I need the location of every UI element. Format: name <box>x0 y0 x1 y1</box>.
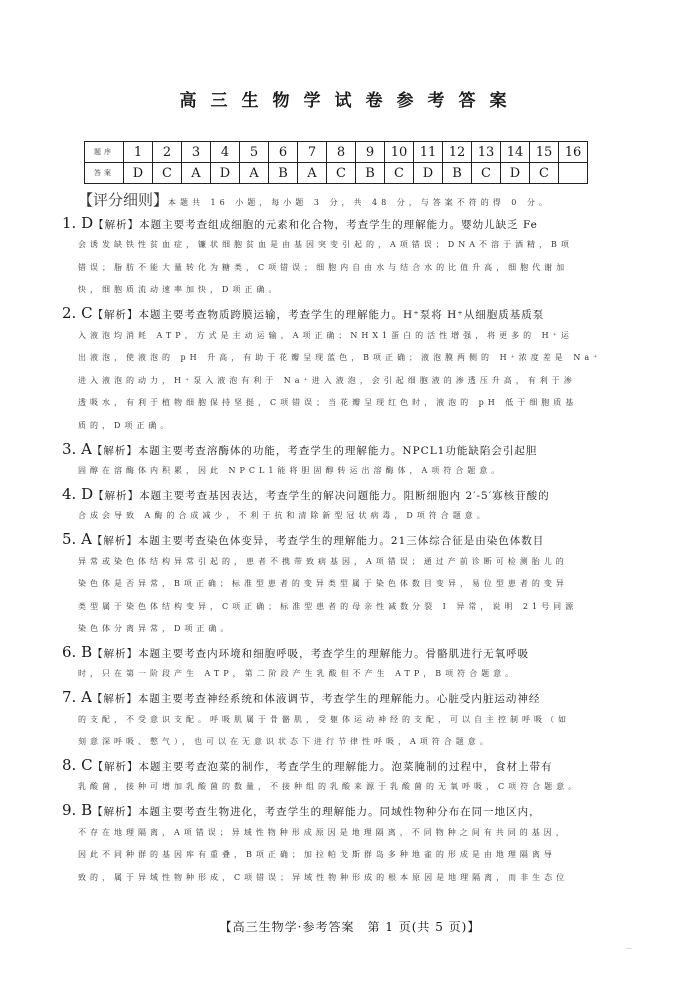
question-number-cell: 5 <box>240 142 269 163</box>
text-line <box>62 189 618 212</box>
answer-cell: A <box>240 163 269 184</box>
question-number-cell: 9 <box>356 142 385 163</box>
question-number-cell: 1 <box>124 142 153 163</box>
text-line <box>62 754 618 777</box>
question-number-cell: 2 <box>153 142 182 163</box>
line-body: 【解析】本题主要考查内环境和细胞呼吸，考查学生的理解能力。骨骼肌进行无氧呼吸 <box>92 647 530 660</box>
corner-mark: … <box>626 944 632 951</box>
line-body: 类型属于染色体结构变异，C项正确；标准型患者的母亲性减数分裂 Ⅰ 异常，说明 21号同源 <box>78 601 578 611</box>
line-body: 【解析】本题主要考查组成细胞的元素和化合物，考查学生的理解能力。婴幼儿缺乏 Fe <box>93 218 538 231</box>
question-label: 7. A <box>62 688 92 707</box>
answer-cell: B <box>443 163 472 184</box>
question-number-cell: 13 <box>472 142 501 163</box>
text-line <box>62 686 618 709</box>
line-body: 出液泡，使液泡的 pH 升高，有助于花瓣呈现蓝色，B项正确；液泡膜两侧的 H⁺浓度差是 Na⁺ <box>78 353 602 363</box>
question-number-cell: 12 <box>443 142 472 163</box>
answer-cell: C <box>327 163 356 184</box>
line-body: 会诱发缺铁性贫血症，镰状细胞贫血是由基因突变引起的，A项错误；DNA不溶于酒精，B项 <box>78 240 573 250</box>
answer-cell: C <box>530 163 559 184</box>
text-line <box>62 325 618 348</box>
question-number-cell: 7 <box>298 142 327 163</box>
answer-cell: C <box>385 163 414 184</box>
question-label: 9. B <box>62 801 93 820</box>
answer-cell: D <box>124 163 153 184</box>
line-body: 刻意深呼吸、憋气），也可以在无意识状态下进行节律性呼吸，A项符合题意。 <box>78 737 492 747</box>
answer-cell: D <box>414 163 443 184</box>
answer-cell: D <box>211 163 240 184</box>
question-number-cell: 11 <box>414 142 443 163</box>
line-body: 的支配，不受意识支配。呼吸肌属于骨骼肌，受躯体运动神经的支配，可以自主控制呼吸（如 <box>78 714 570 724</box>
text-line <box>62 663 618 686</box>
text-line <box>62 731 618 754</box>
answer-cell <box>559 163 588 184</box>
line-body: 入液泡均消耗 ATP，方式是主动运输，A项正确；NHX1蛋白的活性增强，将更多的 H⁺运 <box>78 330 573 340</box>
text-line <box>62 257 618 280</box>
line-body: 进入液泡的动力，H⁺泵入液泡有利于 Na⁺进入液泡，会引起细胞液的渗透压升高，有利于渗 <box>78 375 576 385</box>
text-line <box>62 844 618 867</box>
line-body: 因此不同种群的基因库有重叠，B项正确；加拉帕戈斯群岛多种地雀的形成是由地理隔离导 <box>78 850 556 860</box>
question-label: 6. B <box>62 642 93 661</box>
answer-cell: A <box>298 163 327 184</box>
question-label: 5. A <box>62 529 92 548</box>
question-number-cell: 3 <box>182 142 211 163</box>
question-number-cell: 10 <box>385 142 414 163</box>
answer-cell: B <box>269 163 298 184</box>
text-line <box>62 618 618 641</box>
text-line <box>62 799 618 822</box>
text-line <box>62 551 618 574</box>
answer-key-question-row <box>85 142 588 163</box>
row-label-answer: 答案 <box>85 163 124 184</box>
question-number-cell: 14 <box>501 142 530 163</box>
text-line <box>62 573 618 596</box>
text-line <box>62 415 618 438</box>
question-label: 1. D <box>62 213 94 232</box>
text-line <box>62 528 618 551</box>
answer-cell: B <box>356 163 385 184</box>
line-body: 透吸水，有利于植物细胞保持坚挺，C项错误；当花瓣呈现红色时，液泡的 pH 低于细胞质基 <box>78 398 578 408</box>
answer-key-answer-row <box>85 163 588 184</box>
answer-cell: C <box>153 163 182 184</box>
text-line <box>62 212 618 235</box>
text-line <box>62 867 618 890</box>
text-line <box>62 392 618 415</box>
text-line <box>62 709 618 732</box>
line-body: 本题共 16 小题，每小题 3 分，共 48 分，与答案不符的得 0 分。 <box>168 198 551 207</box>
question-label: 8. C <box>62 755 93 774</box>
line-body: 乳酸菌，接种可增加乳酸菌的数量，不接种组的乳酸来源于乳酸菌的无氧呼吸，C项符合题意。 <box>78 782 581 792</box>
text-line <box>62 234 618 257</box>
line-body: 错误；脂肪不能大量转化为糖类，C项错误；细胞内自由水与结合水的比值升高，细胞代谢加 <box>78 262 569 272</box>
text-line <box>62 302 618 325</box>
question-label: 2. C <box>62 303 93 322</box>
line-body: 【解析】本题主要考查染色体变异，考查学生的理解能力。21三体综合征是由染色体数目 <box>91 534 545 547</box>
line-body: 染色体是否异常，B项正确；标准型患者的变异类型属于染色体数目变异，易位型患者的变异 <box>78 579 568 589</box>
line-body: 快，细胞质流动速率加快，D项正确。 <box>78 285 281 295</box>
line-body: 合成会导致 A酶的合成减少，不利于抗和清除新型冠状病毒，D项符合题意。 <box>78 511 489 521</box>
text-line <box>62 438 618 461</box>
line-body: 异常或染色体结构异常引起的，患者不携带致病基因，A项错误；通过产前诊断可检测胎儿的 <box>78 556 568 566</box>
text-line <box>62 505 618 528</box>
page-title: 高三生物学试卷参考答案 <box>179 91 521 111</box>
solution-text <box>62 189 618 889</box>
line-body: 不存在地理隔离，A项错误；异域性物种形成原因是地理隔离，不同物种之间有共同的基因， <box>78 827 568 837</box>
text-line <box>62 822 618 845</box>
text-line <box>62 370 618 393</box>
line-body: 【解析】本题主要考查神经系统和体液调节，考查学生的理解能力。心脏受内脏运动神经 <box>91 693 541 706</box>
text-line <box>62 279 618 302</box>
text-line <box>62 641 618 664</box>
text-line <box>62 596 618 619</box>
line-body: 致的，属于异域性物种形成，C项错误；异域性物种形成的根本原因是地理隔离，而非生态位 <box>78 872 569 882</box>
line-body: 质的，D项正确。 <box>78 420 173 430</box>
question-label: 3. A <box>62 439 92 458</box>
line-body: 【解析】本题主要考查生物进化，考查学生的理解能力。同域性物种分布在同一地区内， <box>92 806 541 819</box>
page-footer: 【高三生物学·参考答案 第 1 页(共 5 页)】 <box>219 920 481 934</box>
line-body: 【解析】本题主要考查基因表达，考查学生的解决问题能力。阻断细胞内 2′-5′寡核苷酸的 <box>93 489 550 502</box>
text-line <box>62 347 618 370</box>
question-number-cell: 16 <box>559 142 588 163</box>
line-body: 【解析】本题主要考查物质跨膜运输，考查学生的理解能力。H⁺泵将 H⁺从细胞质基质泵 <box>92 308 545 321</box>
question-number-cell: 4 <box>211 142 240 163</box>
line-body: 【解析】本题主要考查溶酶体的功能，考查学生的理解能力。NPCL1功能缺陷会引起胆 <box>91 444 538 457</box>
answer-key-table <box>84 141 588 184</box>
text-line <box>62 483 618 506</box>
answer-cell: D <box>501 163 530 184</box>
question-number-cell: 6 <box>269 142 298 163</box>
line-body: 【解析】本题主要考查泡菜的制作，考查学生的理解能力。泡菜腌制的过程中，食材上带有 <box>92 760 553 773</box>
question-number-cell: 8 <box>327 142 356 163</box>
text-line <box>62 776 618 799</box>
text-line <box>62 460 618 483</box>
question-label: 4. D <box>62 484 94 503</box>
line-body: 染色体分离异常，D项正确。 <box>78 624 233 634</box>
answer-cell: A <box>182 163 211 184</box>
question-label: 【评分细则】 <box>78 191 169 209</box>
row-label-question: 题序 <box>85 142 124 163</box>
line-body: 固醇在溶酶体内积累，因此 NPCL1能将胆固醇转运出溶酶体，A项符合题意。 <box>78 466 504 476</box>
line-body: 时，只在第一阶段产生 ATP，第二阶段产生乳酸但不产生 ATP，B项符合题意。 <box>78 669 518 679</box>
answer-cell: C <box>472 163 501 184</box>
question-number-cell: 15 <box>530 142 559 163</box>
